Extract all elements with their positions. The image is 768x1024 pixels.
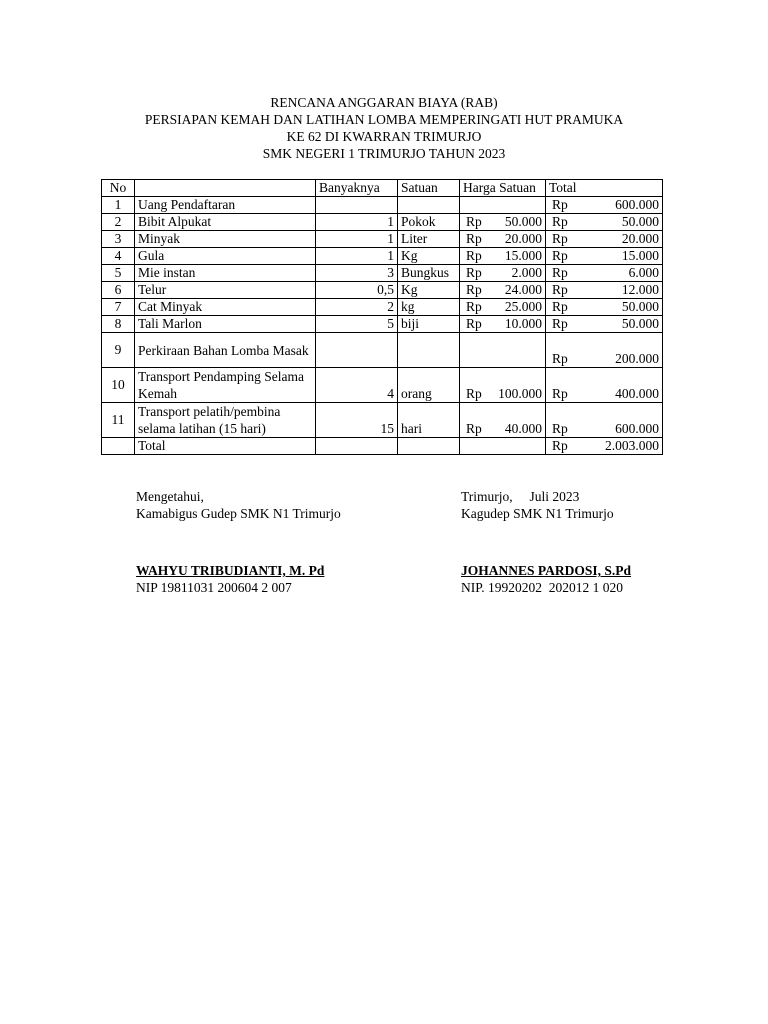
price-value: 2.000 [511,265,542,280]
row-item: Perkiraan Bahan Lomba Masak [135,333,316,368]
price-value: 10.000 [504,316,542,331]
price-currency: Rp [466,421,482,436]
row-item: Minyak [135,231,316,248]
row-price [460,214,546,231]
price-currency: Rp [466,282,482,297]
price-currency: Rp [466,299,482,314]
right-signatory-name: JOHANNES PARDOSI, S.Pd [461,563,632,578]
footer-price [460,438,546,455]
row-no: 10 [102,368,135,403]
row-qty [316,197,398,214]
row-total [546,299,663,316]
footer-unit [398,438,460,455]
price-value: 24.000 [504,282,542,297]
row-unit: biji [398,316,460,333]
total-value: 50.000 [621,299,659,314]
budget-table [101,179,663,455]
footer-qty [316,438,398,455]
row-unit [398,333,460,368]
total-value: 6.000 [628,265,659,280]
table-footer-row [102,438,663,455]
total-currency: Rp [552,438,568,453]
total-currency: Rp [552,197,568,212]
row-item: Transport pelatih/pembina selama latihan (15 hari) [135,403,316,438]
right-signature-block [461,488,631,596]
row-unit: orang [398,368,460,403]
row-no: 5 [102,265,135,282]
total-value: 600.000 [615,197,659,212]
left-signature-block [136,488,341,596]
table-row [102,248,663,265]
row-qty: 1 [316,214,398,231]
price-currency: Rp [466,265,482,280]
header-qty: Banyaknya [316,180,398,197]
title-line-2: PERSIAPAN KEMAH DAN LATIHAN LOMBA MEMPERINGATI HUT PRAMUKA [144,112,624,127]
row-total [546,403,663,438]
row-qty: 15 [316,403,398,438]
price-value: 50.000 [504,214,542,229]
row-price [460,231,546,248]
total-currency: Rp [552,351,568,366]
total-currency: Rp [552,214,568,229]
row-price [460,368,546,403]
row-total [546,265,663,282]
row-unit: Liter [398,231,460,248]
total-currency: Rp [552,282,568,297]
table-row [102,368,663,403]
row-qty: 2 [316,299,398,316]
left-sig-line1: Mengetahui, [136,489,204,504]
total-currency: Rp [552,248,568,263]
table-row [102,214,663,231]
row-item: Uang Pendaftaran [135,197,316,214]
total-value: 12.000 [621,282,659,297]
row-qty [316,333,398,368]
total-currency: Rp [552,299,568,314]
price-value: 20.000 [504,231,542,246]
row-qty: 0,5 [316,282,398,299]
row-total [546,316,663,333]
total-value: 50.000 [621,214,659,229]
row-total [546,197,663,214]
header-item [135,180,316,197]
row-unit [398,197,460,214]
header-total: Total [546,180,663,197]
row-item: Transport Pendamping Selama Kemah [135,368,316,403]
row-no: 7 [102,299,135,316]
total-currency: Rp [552,265,568,280]
price-value: 25.000 [504,299,542,314]
total-value: 400.000 [615,386,659,401]
footer-no [102,438,135,455]
left-signatory-nip: NIP 19811031 200604 2 007 [136,580,292,595]
row-price [460,282,546,299]
row-qty: 4 [316,368,398,403]
row-item: Cat Minyak [135,299,316,316]
price-currency: Rp [466,231,482,246]
row-qty: 1 [316,231,398,248]
table-row [102,231,663,248]
table-row [102,403,663,438]
table-row [102,333,663,368]
table-row [102,282,663,299]
row-total [546,333,663,368]
price-value: 100.000 [498,386,542,401]
title-line-1: RENCANA ANGGARAN BIAYA (RAB) [270,95,498,110]
document-title [0,94,768,162]
row-price [460,403,546,438]
row-price [460,248,546,265]
row-qty: 1 [316,248,398,265]
row-price [460,316,546,333]
title-line-4: SMK NEGERI 1 TRIMURJO TAHUN 2023 [262,146,506,161]
header-price: Harga Satuan [460,180,546,197]
row-no: 6 [102,282,135,299]
row-unit: Kg [398,282,460,299]
total-value: 15.000 [621,248,659,263]
row-price [460,265,546,282]
row-no: 9 [102,333,135,368]
price-currency: Rp [466,386,482,401]
row-unit: Bungkus [398,265,460,282]
row-qty: 3 [316,265,398,282]
total-value: 600.000 [615,421,659,436]
price-currency: Rp [466,248,482,263]
row-unit: kg [398,299,460,316]
row-unit: hari [398,403,460,438]
row-price [460,197,546,214]
total-currency: Rp [552,386,568,401]
row-price [460,299,546,316]
row-no: 3 [102,231,135,248]
price-currency: Rp [466,214,482,229]
price-currency: Rp [466,316,482,331]
header-no: No [102,180,135,197]
table-row [102,265,663,282]
footer-total [546,438,663,455]
row-total [546,282,663,299]
row-item: Telur [135,282,316,299]
right-sig-line1: Trimurjo, Juli 2023 [461,489,580,504]
row-no: 1 [102,197,135,214]
table-row [102,197,663,214]
row-no: 4 [102,248,135,265]
total-currency: Rp [552,231,568,246]
row-item: Tali Marlon [135,316,316,333]
row-unit: Kg [398,248,460,265]
right-signatory-nip: NIP. 19920202 202012 1 020 [461,580,624,595]
row-no: 11 [102,403,135,438]
row-unit: Pokok [398,214,460,231]
table-header-row [102,180,663,197]
grand-total-value: 2.003.000 [605,438,659,453]
total-value: 20.000 [621,231,659,246]
right-sig-line2: Kagudep SMK N1 Trimurjo [461,506,614,521]
price-value: 40.000 [504,421,542,436]
table-row [102,299,663,316]
row-total [546,368,663,403]
row-total [546,231,663,248]
title-line-3: KE 62 DI KWARRAN TRIMURJO [286,129,482,144]
row-no: 8 [102,316,135,333]
left-sig-line2: Kamabigus Gudep SMK N1 Trimurjo [136,506,341,521]
row-item: Mie instan [135,265,316,282]
footer-label: Total [135,438,316,455]
row-total [546,248,663,265]
header-unit: Satuan [398,180,460,197]
total-currency: Rp [552,316,568,331]
row-price [460,333,546,368]
row-item: Gula [135,248,316,265]
price-value: 15.000 [504,248,542,263]
row-no: 2 [102,214,135,231]
total-value: 50.000 [621,316,659,331]
row-item: Bibit Alpukat [135,214,316,231]
row-total [546,214,663,231]
total-value: 200.000 [615,351,659,366]
left-signatory-name: WAHYU TRIBUDIANTI, M. Pd [136,563,325,578]
row-qty: 5 [316,316,398,333]
table-row [102,316,663,333]
total-currency: Rp [552,421,568,436]
